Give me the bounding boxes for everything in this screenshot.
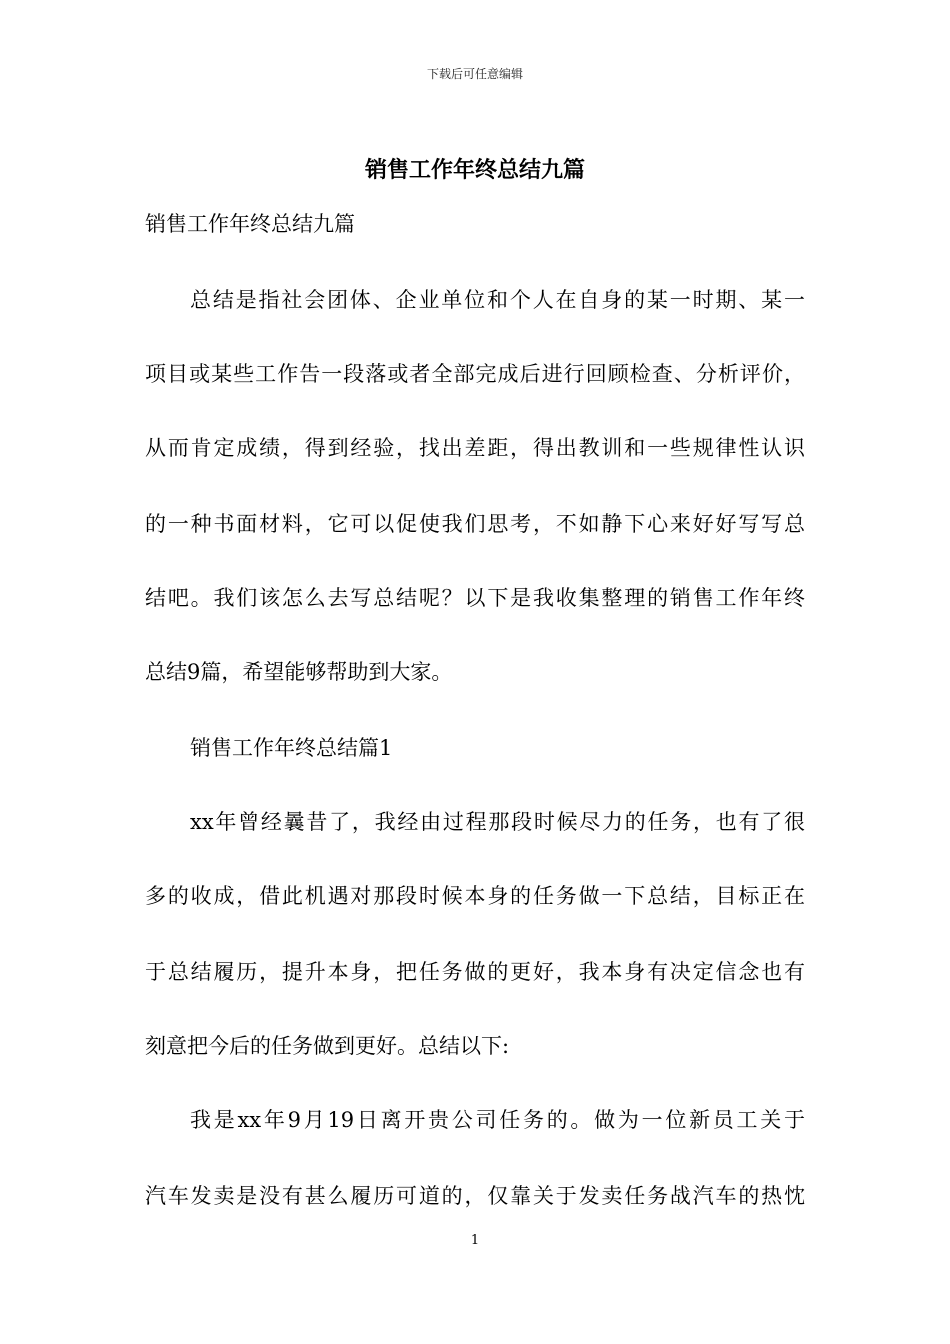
subtitle-line: 销售工作年终总结九篇 <box>145 212 355 236</box>
page-number: 1 <box>470 1233 480 1248</box>
paragraph-line: 总结9篇，希望能够帮助到大家。 <box>145 660 453 684</box>
paragraph-line: 我是xx年9月19日离开贵公司任务的。做为一位新员工关于 <box>190 1108 805 1132</box>
paragraph-line: 从而肯定成绩，得到经验，找出差距，得出教训和一些规律性认识 <box>145 436 805 460</box>
header-note: 下载后可任意编辑 <box>426 67 523 81</box>
paragraph-line: 多的收成，借此机遇对那段时候本身的任务做一下总结，目标正在 <box>145 884 805 908</box>
paragraph-line: 刻意把今后的任务做到更好。总结以下: <box>145 1034 510 1058</box>
paragraph-line: 于总结履历，提升本身，把任务做的更好，我本身有决定信念也有 <box>145 960 805 984</box>
paragraph-line: 结吧。我们该怎么去写总结呢？以下是我收集整理的销售工作年终 <box>145 586 805 610</box>
paragraph-line: 的一种书面材料，它可以促使我们思考，不如静下心来好好写写总 <box>145 512 805 536</box>
paragraph-line: xx年曾经曩昔了，我经由过程那段时候尽力的任务，也有了很 <box>190 810 805 834</box>
paragraph-line: 总结是指社会团体、企业单位和个人在自身的某一时期、某一 <box>190 288 805 312</box>
paragraph-line: 项目或某些工作告一段落或者全部完成后进行回顾检查、分析评价， <box>145 362 805 386</box>
paragraph-line: 汽车发卖是没有甚么履历可道的，仅靠关于发卖任务战汽车的热忱 <box>145 1184 805 1208</box>
document-title: 销售工作年终总结九篇 <box>364 157 585 183</box>
section-heading: 销售工作年终总结篇1 <box>190 736 393 760</box>
